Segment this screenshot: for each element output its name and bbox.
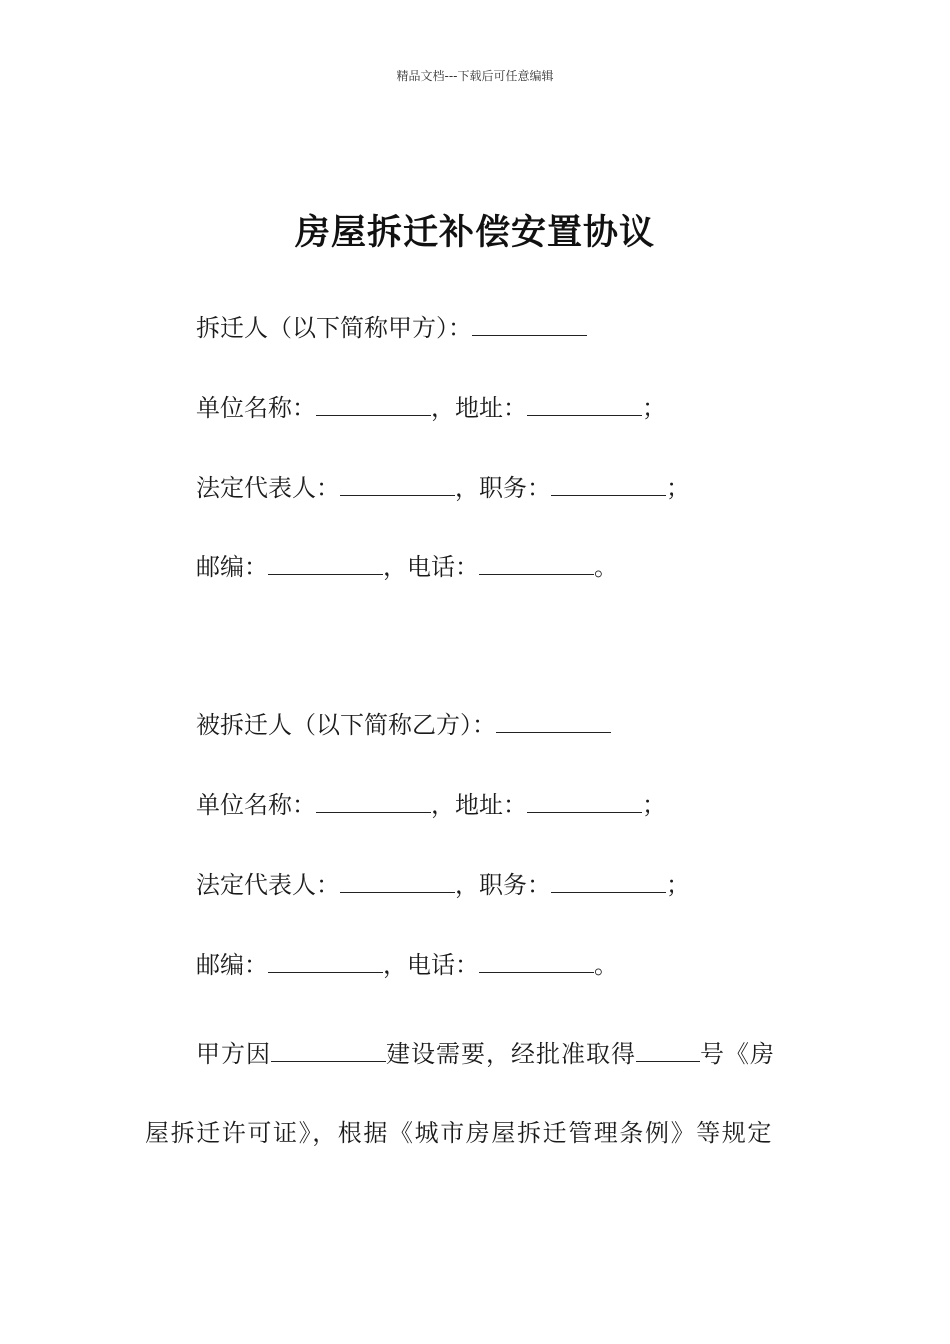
body-paragraph-line-2	[145, 1118, 773, 1148]
party-b-intro-line	[196, 710, 611, 740]
party-a-unit-line	[196, 393, 666, 423]
party-a-position-end: ；	[666, 474, 690, 502]
party-a-rep-blank	[340, 475, 455, 496]
body-seg-3: 号《房	[700, 1040, 775, 1068]
party-a-phone-blank	[479, 554, 594, 575]
party-a-address-blank	[527, 395, 642, 416]
party-a-postcode-blank	[268, 554, 383, 575]
party-a-rep-label: 法定代表人：	[196, 474, 340, 502]
party-b-intro-label: 被拆迁人（以下简称乙方）：	[196, 711, 496, 739]
party-a-contact-line	[196, 552, 618, 582]
body-seg-1: 甲方因	[196, 1040, 271, 1068]
body-paragraph-line-1	[196, 1039, 775, 1069]
party-b-phone-label: ，电话：	[383, 951, 479, 979]
party-b-unit-blank	[316, 792, 431, 813]
party-b-rep-blank	[340, 872, 455, 893]
project-name-blank	[271, 1041, 386, 1062]
party-a-name-blank	[472, 315, 587, 336]
permit-number-blank	[636, 1041, 700, 1062]
party-b-name-blank	[496, 712, 611, 733]
party-a-unit-blank	[316, 395, 431, 416]
header-note: 精品文档---下载后可任意编辑	[396, 69, 554, 83]
party-a-rep-line	[196, 473, 690, 503]
body-line-2: 屋拆迁许可证》，根据《城市房屋拆迁管理条例》等规定	[145, 1119, 773, 1147]
party-b-position-blank	[551, 872, 666, 893]
party-b-unit-line	[196, 790, 666, 820]
body-seg-2: 建设需要，经批准取得	[386, 1040, 636, 1068]
party-b-unit-label: 单位名称：	[196, 791, 316, 819]
party-a-phone-end: 。	[594, 553, 618, 581]
party-a-unit-label: 单位名称：	[196, 394, 316, 422]
party-a-phone-label: ，电话：	[383, 553, 479, 581]
party-b-position-end: ；	[666, 871, 690, 899]
party-b-postcode-blank	[268, 952, 383, 973]
party-b-rep-line	[196, 870, 690, 900]
party-b-rep-label: 法定代表人：	[196, 871, 340, 899]
party-b-phone-blank	[479, 952, 594, 973]
party-b-postcode-label: 邮编：	[196, 951, 268, 979]
party-b-phone-end: 。	[594, 951, 618, 979]
party-a-address-end: ；	[642, 394, 666, 422]
party-b-address-end: ；	[642, 791, 666, 819]
party-a-intro-label: 拆迁人（以下简称甲方）：	[196, 314, 472, 342]
party-a-position-label: ，职务：	[455, 474, 551, 502]
party-a-position-blank	[551, 475, 666, 496]
party-b-address-label: ，地址：	[431, 791, 527, 819]
party-b-position-label: ，职务：	[455, 871, 551, 899]
party-b-contact-line	[196, 950, 618, 980]
party-b-address-blank	[527, 792, 642, 813]
party-a-intro-line	[196, 313, 587, 343]
party-a-postcode-label: 邮编：	[196, 553, 268, 581]
party-a-address-label: ，地址：	[431, 394, 527, 422]
document-title: 房屋拆迁补偿安置协议	[294, 213, 655, 253]
